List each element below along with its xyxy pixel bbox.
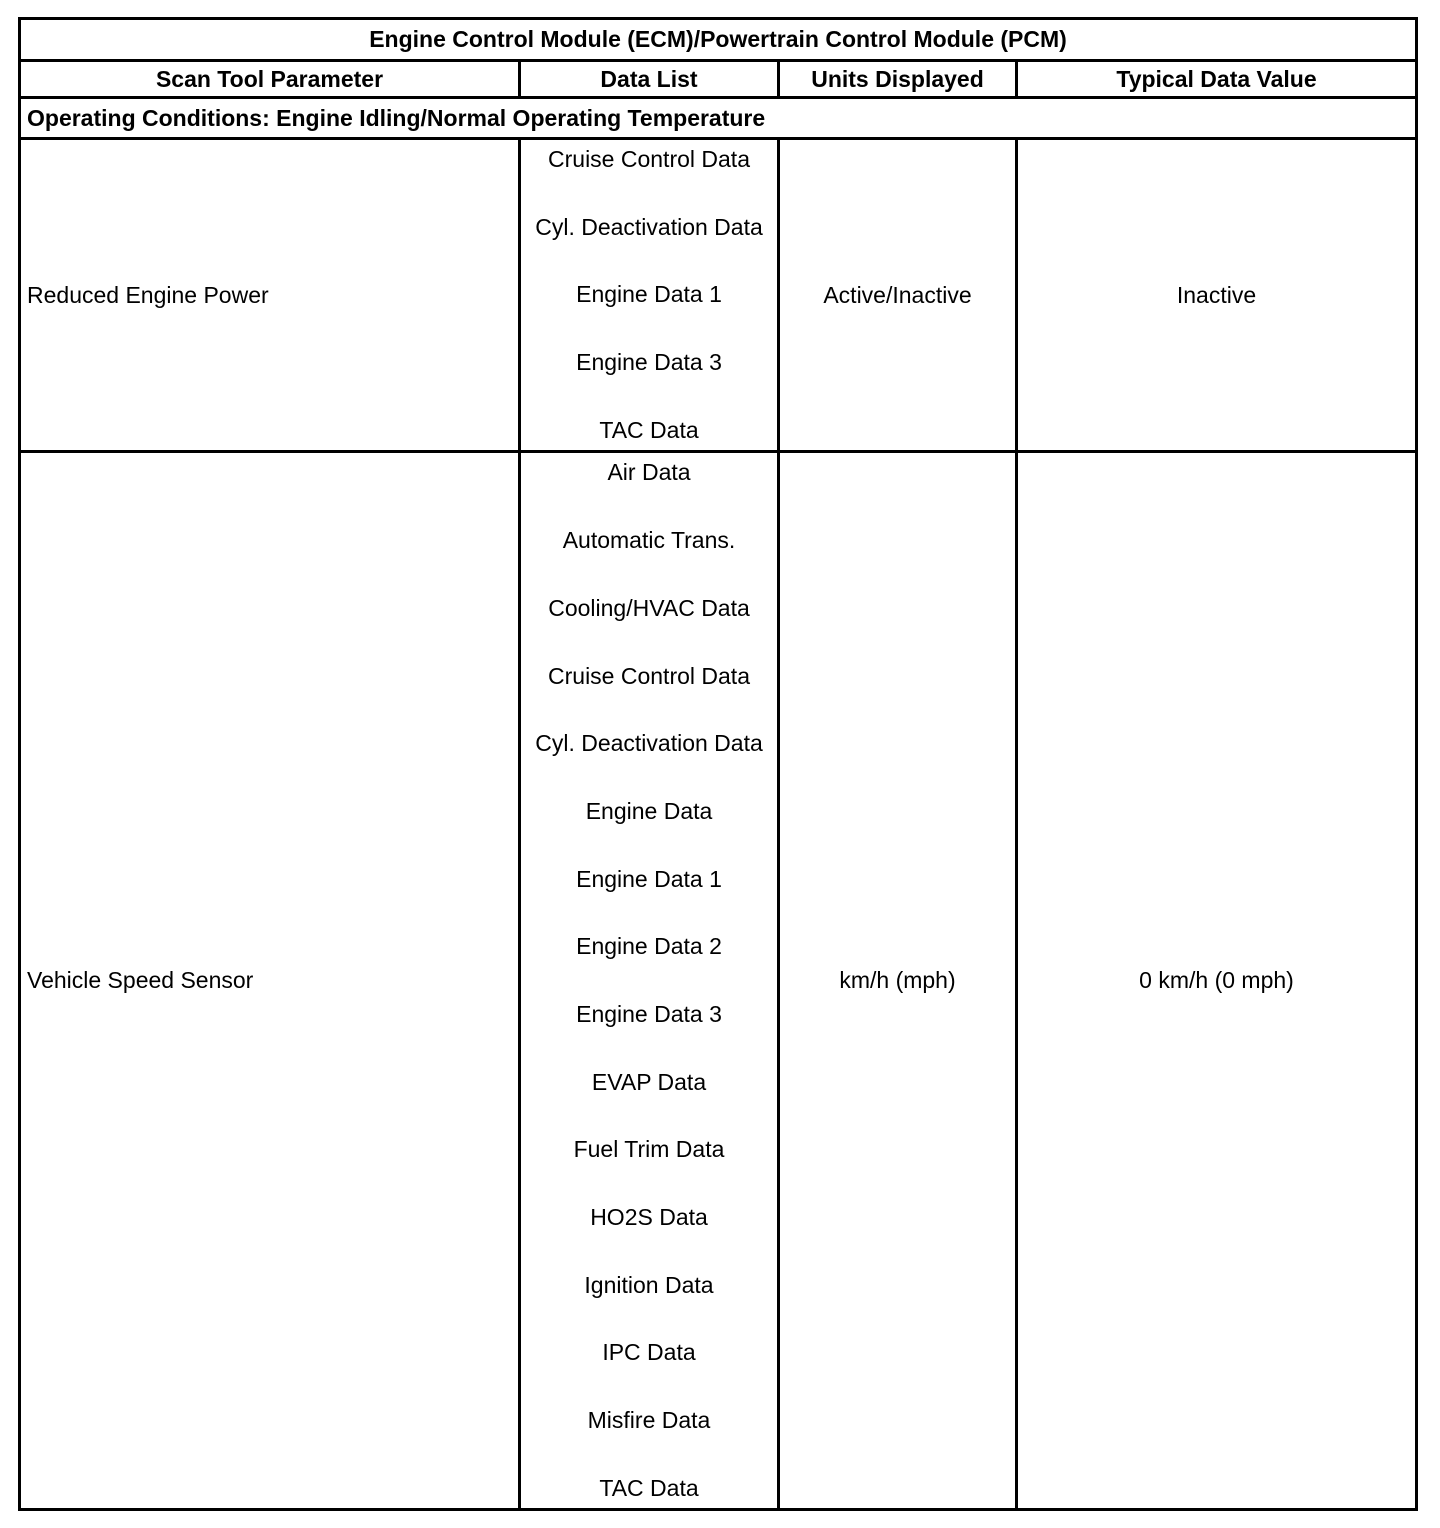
- parameter-cell: Vehicle Speed Sensor: [20, 452, 520, 1510]
- data-list-item: Engine Data: [585, 797, 713, 824]
- header-data-list: Data List: [520, 61, 779, 98]
- table-header-row: [20, 61, 1417, 98]
- units-cell: km/h (mph): [779, 452, 1017, 1510]
- typical-value-cell: 0 km/h (0 mph): [1017, 452, 1417, 1510]
- data-list-item: TAC Data: [599, 416, 699, 443]
- data-list-cell: [520, 139, 779, 452]
- data-list-cell: [520, 452, 779, 1510]
- header-typical-data-value: Typical Data Value: [1017, 61, 1417, 98]
- header-scan-tool-parameter: Scan Tool Parameter: [20, 61, 520, 98]
- data-list-item: Cyl. Deactivation Data: [535, 213, 763, 240]
- data-list-item: Misfire Data: [587, 1407, 711, 1434]
- scan-tool-data-table: [18, 17, 1418, 1511]
- data-list-item: EVAP Data: [591, 1068, 707, 1095]
- table-row: [20, 452, 1417, 1510]
- data-list-item: Engine Data 1: [576, 865, 722, 892]
- data-list-item: HO2S Data: [590, 1204, 708, 1230]
- table-row: [20, 139, 1417, 452]
- table-title: Engine Control Module (ECM)/Powertrain Control Module (PCM): [20, 19, 1417, 61]
- data-list-item: Engine Data 3: [576, 1000, 722, 1027]
- data-list-item: Cooling/HVAC Data: [548, 594, 750, 621]
- data-list-item: Fuel Trim Data: [573, 1136, 725, 1163]
- operating-conditions: Operating Conditions: Engine Idling/Normal Operating Temperature: [20, 98, 1417, 139]
- header-units-displayed: Units Displayed: [779, 61, 1017, 98]
- data-list-item: Engine Data 3: [576, 349, 722, 376]
- data-list-item: Automatic Trans.: [562, 527, 736, 554]
- units-cell: Active/Inactive: [779, 139, 1017, 452]
- data-list-item: Cruise Control Data: [548, 146, 750, 172]
- typical-value-cell: Inactive: [1017, 139, 1417, 452]
- table-title-row: [20, 19, 1417, 61]
- data-list-item: Cyl. Deactivation Data: [535, 730, 763, 757]
- data-list-item: Air Data: [607, 459, 691, 486]
- parameter-cell: Reduced Engine Power: [20, 139, 520, 452]
- data-list-item: Engine Data 2: [576, 933, 722, 960]
- data-list-item: Cruise Control Data: [548, 662, 750, 689]
- data-list-item: TAC Data: [599, 1474, 699, 1501]
- data-list-item: Engine Data 1: [576, 281, 722, 308]
- data-list-item: IPC Data: [602, 1339, 696, 1366]
- data-list-item: Ignition Data: [584, 1271, 714, 1298]
